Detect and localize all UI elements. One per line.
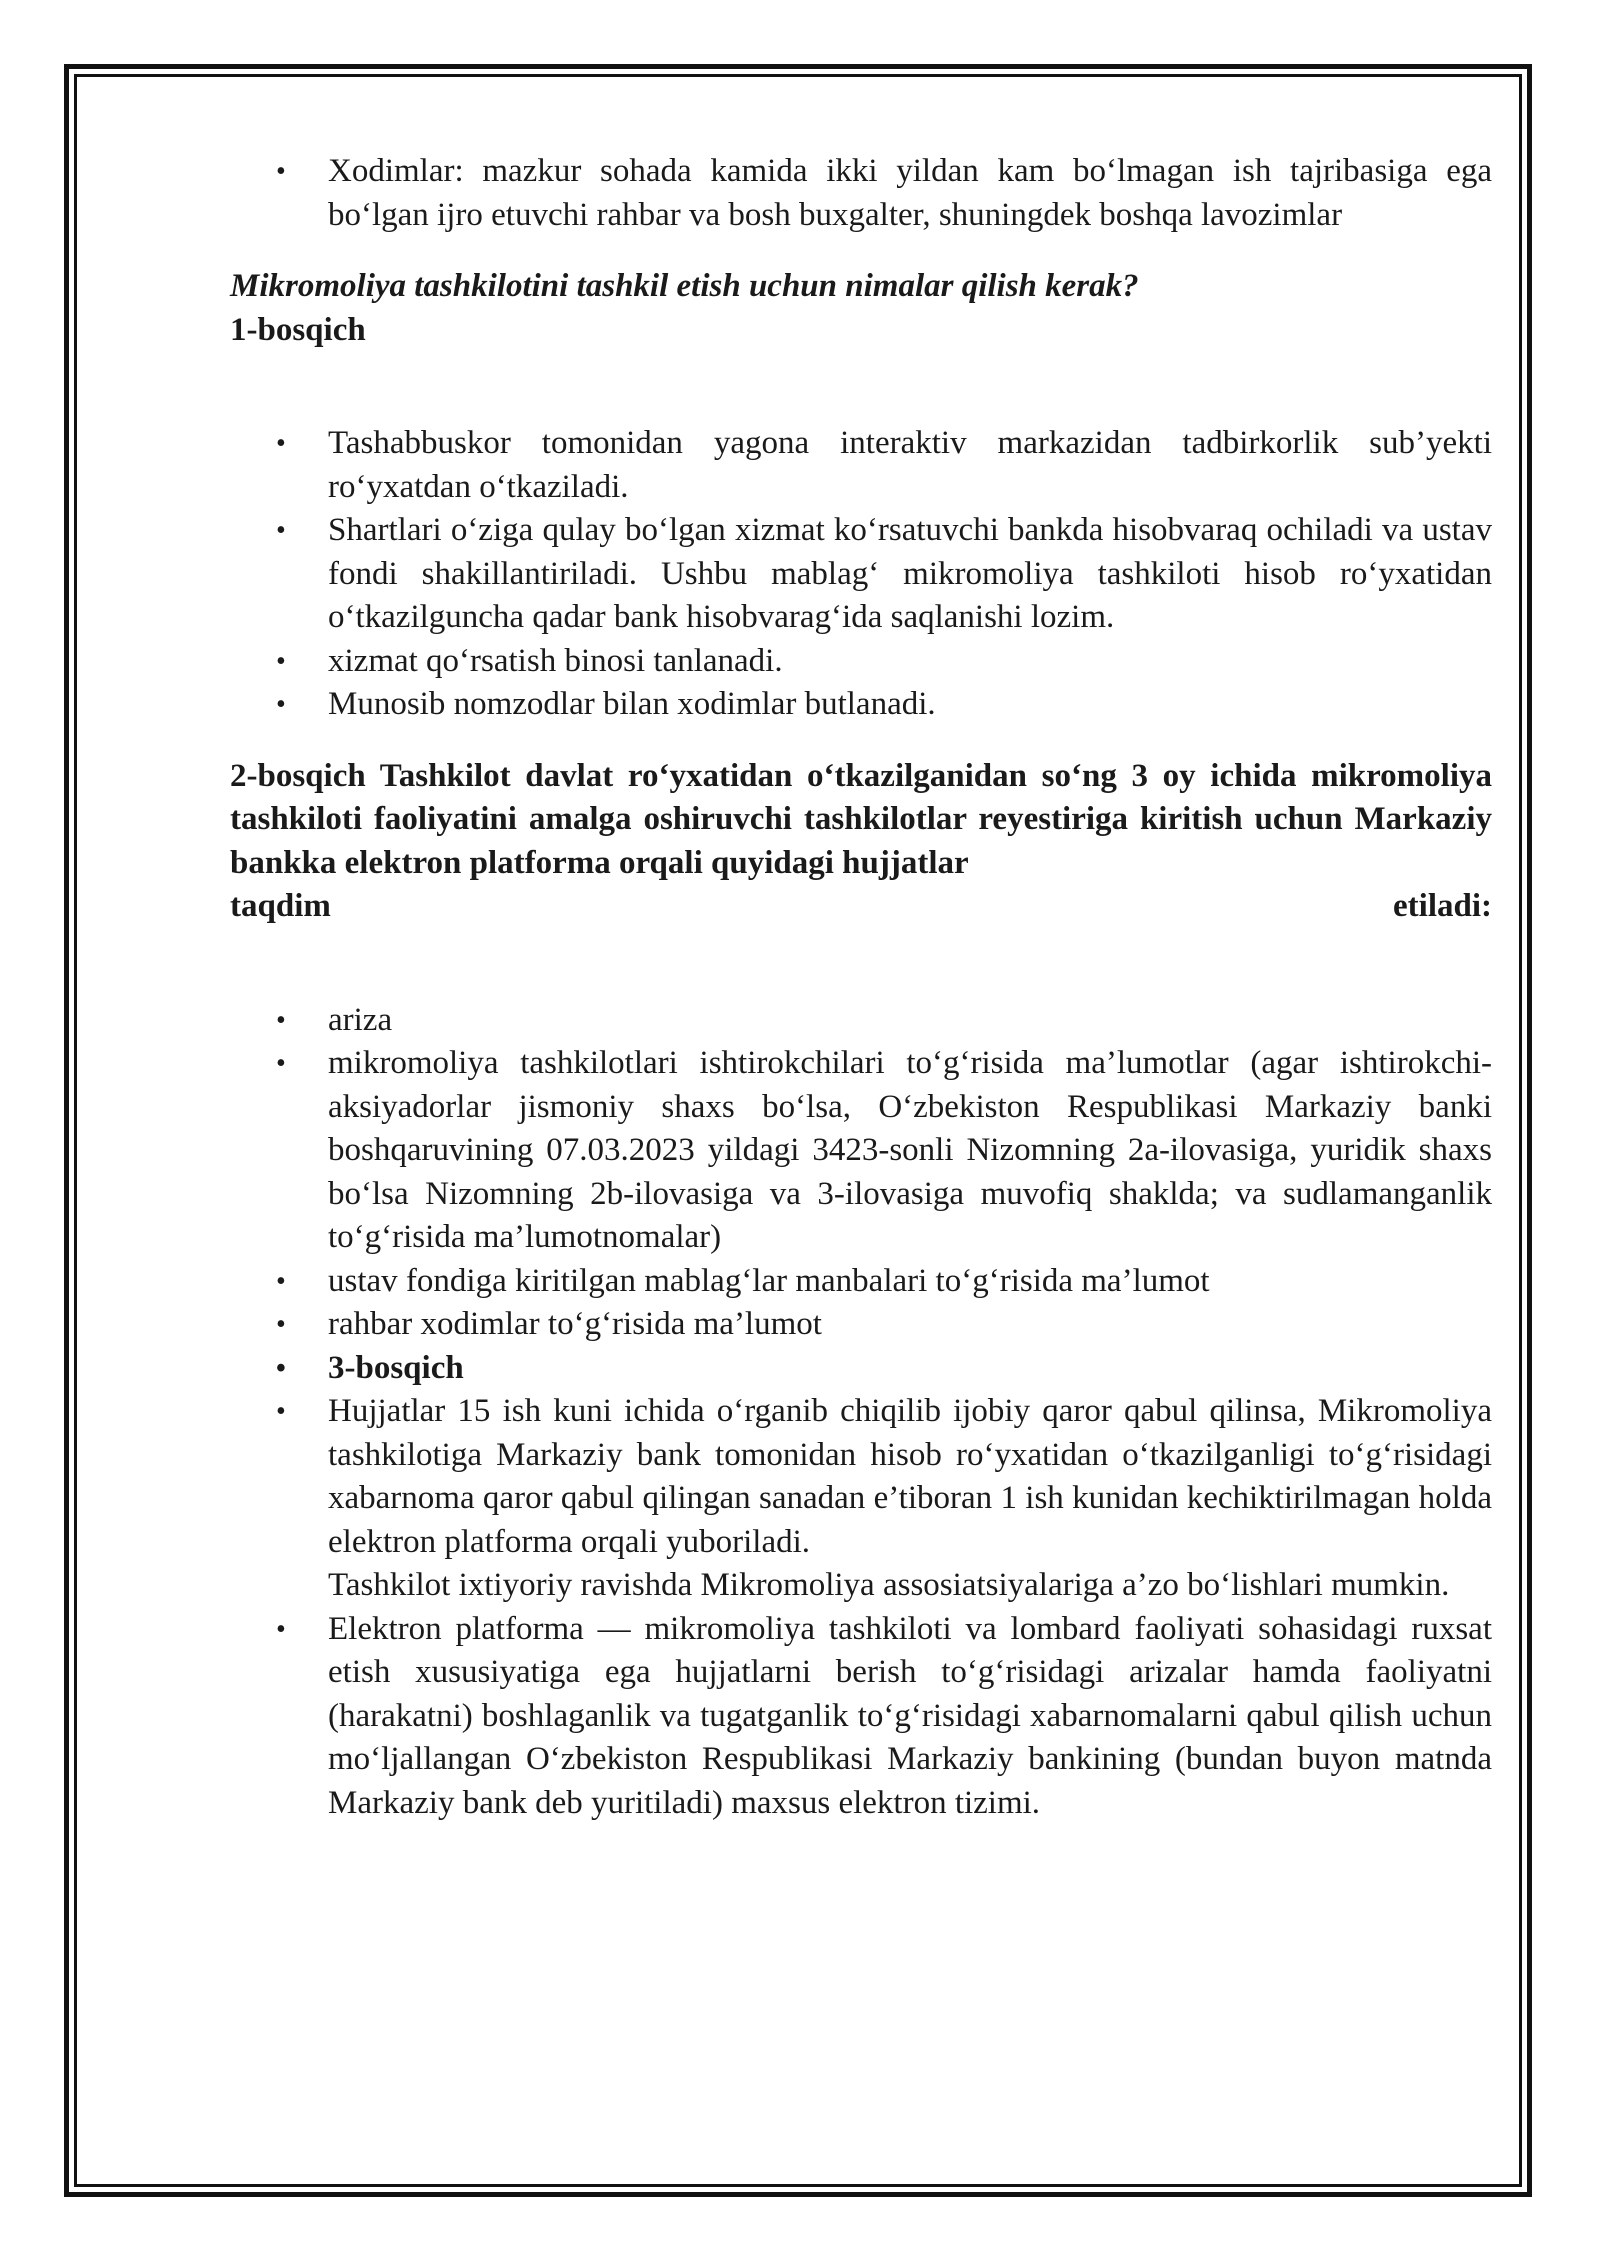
stage1-title: 1-bosqich [230, 311, 366, 348]
stage3-item1-text: • Hujjatlar 15 ish kuni ichida o‘rganib chiqilib ijobiy qaror qabul qilinsa, Mikromoliya tashkilotiga Markaziy bank tomonidan hisob ro‘yxatidan o‘tkazilganligi to‘g‘risidagi xabarnoma qaror qabul qilingan sanadan e’tiboran 1 ish kunidan kechiktirilmagan holda elektron platforma orqali yuboriladi. [328, 1393, 1492, 1560]
list-item: • Shartlari o‘ziga qulay bo‘lgan xizmat ko‘rsatuvchi bankda hisobvaraq ochiladi va ustav fondi shakillantiriladi. Ushbu mablag‘ mikromoliya tashkiloti hisob ro‘yxatidan o‘tkazilguncha qadar bank hisobvarag‘ida saqlanishi lozim. [230, 509, 1492, 640]
list-item: • xizmat qo‘rsatish binosi tanlanadi. [230, 640, 1492, 684]
list-item: • ariza [230, 999, 1492, 1043]
stage2-last-word-right: etiladi: [1393, 888, 1492, 924]
list-item: • mikromoliya tashkilotlari ishtirokchilari to‘g‘risida ma’lumotlar (agar ishtirokchi-aksiyadorlar jismoniy shaxs bo‘lsa, O‘zbekiston Respublikasi Markaziy banki boshqaruvining 07.03.2023 yildagi 3423-sonli Nizomning 2a-ilovasiga, yuridik shaxs bo‘lsa Nizomning 2b-ilovasiga va 3-ilovasiga muvofiq shaklda; va sudlamanganlik to‘g‘risida ma’lumotnomalar) [230, 1042, 1492, 1260]
stage3-item1-extra: Tashkilot ixtiyoriy ravishda Mikromoliya assosiatsiyalariga a’zo bo‘lishlari mumkin. [328, 1567, 1450, 1603]
question-heading: Mikromoliya tashkilotini tashkil etish uchun nimalar qilish kerak? [230, 268, 1139, 304]
stage2-paragraph-last-line [230, 885, 1492, 929]
list-item [230, 1390, 1492, 1608]
stage2-documents-list [230, 999, 1492, 1826]
list-item: • ustav fondiga kiritilgan mablag‘lar manbalari to‘g‘risida ma’lumot [230, 1260, 1492, 1304]
stage2-paragraph: 2-bosqich Tashkilot davlat ro‘yxatidan o‘tkazilganidan so‘ng 3 oy ichida mikromoliya tashkiloti faoliyatini amalga oshiruvchi tashkilotlar reyestiriga kiritish uchun Markaziy bankka elektron platforma orqali quyidagi hujjatlar [230, 757, 1492, 881]
stage2-last-word-left: taqdim [230, 888, 331, 924]
list-item: • Elektron platforma — mikromoliya tashkiloti va lombard faoliyati sohasidagi ruxsat etish xususiyatiga ega hujjatlarni berish to‘g‘risidagi arizalar hamda faoliyatni (harakatni) boshlaganlik va tugatganlik to‘g‘risidagi xabarnomalarni qabul qilish uchun mo‘ljallangan O‘zbekiston Respublikasi Markaziy bankining (bundan buyon matnda Markaziy bank deb yuritiladi) maxsus elektron tizimi. [230, 1608, 1492, 1826]
list-item: • rahbar xodimlar to‘g‘risida ma’lumot [230, 1303, 1492, 1347]
stage1-list [230, 422, 1492, 727]
stage3-title: • 3-bosqich [230, 1347, 1492, 1391]
document-body [230, 150, 1492, 1825]
staff-requirements-list [230, 150, 1492, 237]
list-item: • Munosib nomzodlar bilan xodimlar butlanadi. [230, 683, 1492, 727]
list-item: • Xodimlar: mazkur sohada kamida ikki yildan kam bo‘lmagan ish tajribasiga ega bo‘lgan ijro etuvchi rahbar va bosh buxgalter, shuningdek boshqa lavozimlar [230, 150, 1492, 237]
list-item: • Tashabbuskor tomonidan yagona interaktiv markazidan tadbirkorlik sub’yekti ro‘yxatdan o‘tkaziladi. [230, 422, 1492, 509]
